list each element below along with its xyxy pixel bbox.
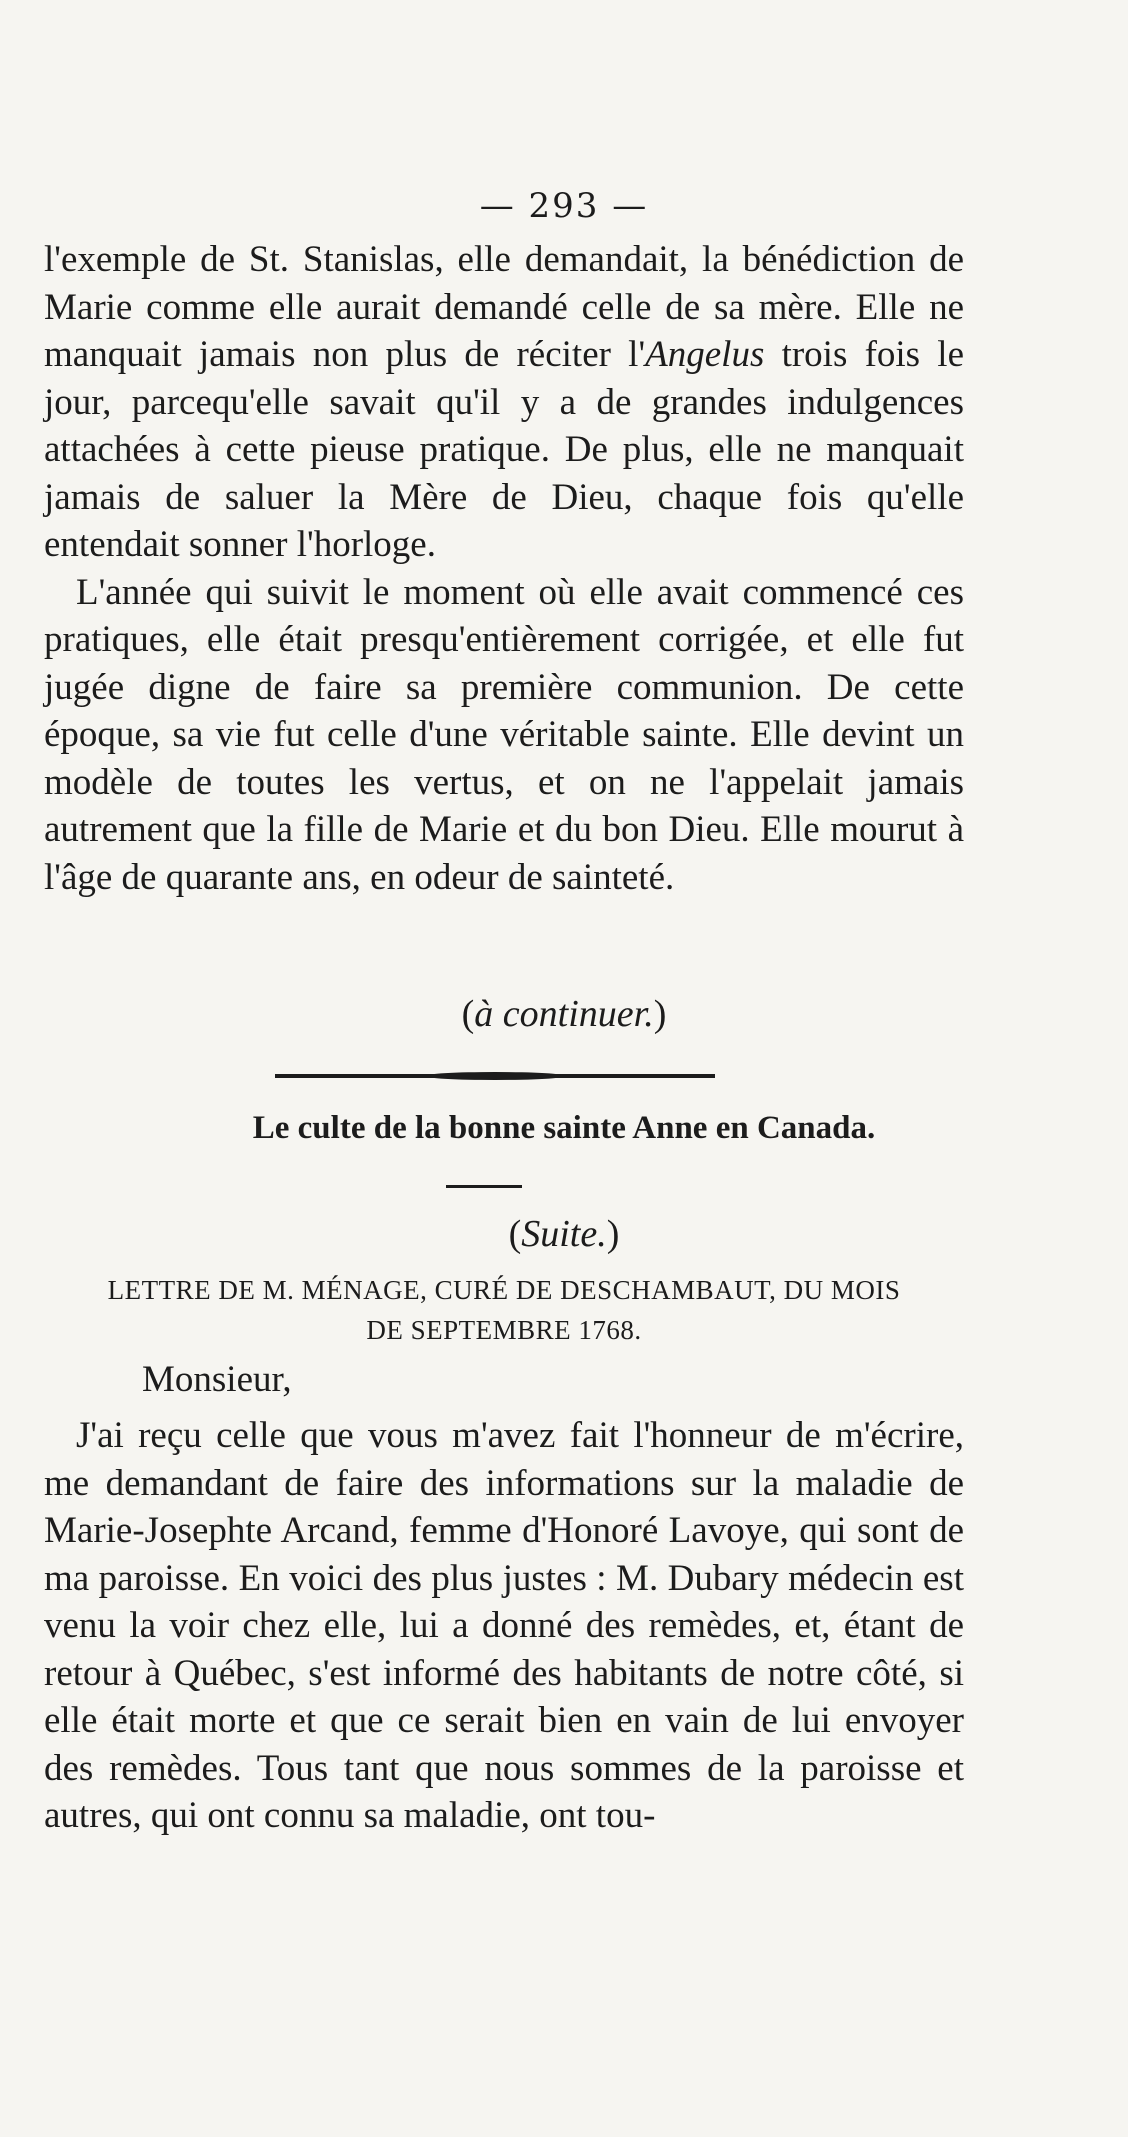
section-title: Le culte de la bonne sainte Anne en Canada. <box>252 1110 876 1146</box>
continuer-open: ( <box>461 993 475 1035</box>
page-number: — 293 — <box>479 186 649 226</box>
text-column-letter <box>44 1412 964 1840</box>
suite-note <box>0 1212 1128 1256</box>
letter-heading-line-1: LETTRE DE M. MÉNAGE, CURÉ DE DESCHAMBAUT, DU MOIS <box>107 1275 901 1305</box>
letter-heading <box>44 1270 964 1350</box>
title-underline <box>446 1185 522 1188</box>
paragraph-2-text: L'année qui suivit le moment où elle avait commencé ces pratiques, elle était presqu'entièrement corrigée, et elle fut jugée digne de faire sa première communion. De cette époque, sa vie fut celle d'une véritable sainte. Elle devint un modèle de toutes les vertus, et on ne l'appelait jamais autrement que la fille de Marie et du bon Dieu. Elle mourut à l'âge de quarante ans, en odeur de sainteté. <box>44 571 964 898</box>
angelus-italic: Angelus <box>645 334 765 375</box>
letter-heading-line-2: DE SEPTEMBRE 1768. <box>366 1315 642 1345</box>
suite-close: ) <box>606 1213 620 1255</box>
letter-salutation: Monsieur, <box>142 1359 292 1400</box>
suite-italic: Suite. <box>521 1213 607 1255</box>
continuer-italic: à continuer. <box>474 993 654 1035</box>
section-divider <box>275 1074 715 1078</box>
paragraph-1 <box>44 236 964 569</box>
paragraph-1-part-b: trois fois le jour, parcequ'elle savait qu'il y a de grandes indulgences attachées à cette pieuse pratique. De plus, elle ne manquait jamais de saluer la Mère de Dieu, chaque fois qu'elle entendait sonner l'horloge. <box>44 334 964 565</box>
paragraph-1-part-a: l'exemple de St. Stanislas, elle demandait, la bénédiction de Marie comme elle aurait demandé celle de sa mère. Elle ne manquait jamais non plus de réciter l' <box>44 239 964 375</box>
continuer-close: ) <box>653 993 667 1035</box>
letter-body-text: J'ai reçu celle que vous m'avez fait l'honneur de m'écrire, me demandant de faire des informations sur la maladie de Marie-Josephte Arcand, femme d'Honoré Lavoye, qui sont de ma paroisse. En voici des plus justes : M. Dubary médecin est venu la voir chez elle, lui a donné des remèdes, et, étant de retour à Québec, s'est informé des habitants de notre côté, si elle était morte et que ce serait bien en vain de lui envoyer des remèdes. Tous tant que nous sommes de la paroisse et autres, qui ont connu sa maladie, ont tou- <box>44 1415 964 1836</box>
paragraph-2 <box>44 569 964 902</box>
continuer-note <box>0 992 1128 1036</box>
text-column-top <box>44 236 964 901</box>
letter-body <box>44 1412 964 1840</box>
suite-open: ( <box>508 1213 522 1255</box>
